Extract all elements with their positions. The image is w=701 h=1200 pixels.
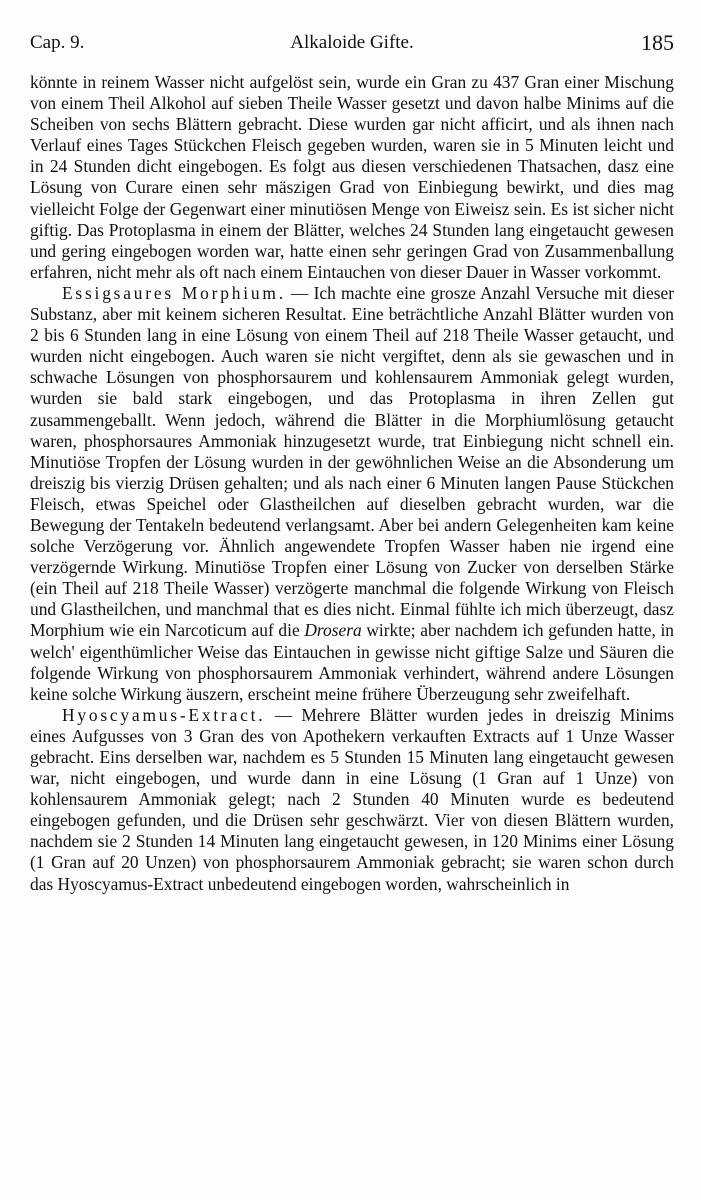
running-title: Alkaloide Gifte. [290,32,414,53]
chapter-label: Cap. 9. [30,32,85,53]
paragraph-text: könnte in reinem Wasser nicht aufgelöst sein, wurde ein Gran zu 437 Gran einer Mischung von einem Theil Alkohol auf sieben Theile Wasser gesetzt und davon halbe Minims auf die Scheiben von sechs Blättern gebracht. Diese wurden gar nicht afficirt, und als ihnen nach Verlauf eines Tages Stückchen Fleisch gegeben wurden, waren sie in 5 Minuten leicht und in 24 Stunden dicht eingebogen. Es folgt aus diesen verschiedenen Thatsachen, dasz eine Lösung von Curare einen sehr mäszigen Grad von Einbiegung bewirkt, und dies mag vielleicht Folge der Gegenwart einer minutiösen Menge von Eiweisz sein. Es ist sicher nicht giftig. Das Protoplasma in einem der Blätter, welches 24 Stunden lang eingetaucht gewesen und gering eingebogen worden war, hatte einen sehr geringen Grad von Zusammenballung erfahren, nicht mehr als oft nach einem Eintauchen von dieser Dauer in Wasser vorkommt. [30,72,674,282]
section-heading-hyoscyamus: Hyoscyamus-Extract. [62,704,266,725]
paragraph-curare-continued [30,72,674,283]
paragraph-morphium [30,283,674,705]
paragraph-text: — Ich machte eine grosze Anzahl Versuche mit dieser Substanz, aber mit keinem sicheren Resultat. Eine beträchtliche Anzahl Blätter wurden von 2 bis 6 Stunden lang in eine Lösung von einem Theil auf 218 Theile Wasser getaucht, und wurden nicht eingebogen. Auch waren sie nicht vergiftet, denn als sie gewaschen und in schwache Lösungen von phosphorsaurem und kohlensaurem Ammoniak gelegt wurden, wurden sie bald stark eingebogen, und das Protoplasma in ihren Zellen gut zusammengeballt. Wenn jedoch, während die Blätter in die Morphiumlösung getaucht waren, phosphorsaures Ammoniak hinzugesetzt wurde, trat Einbiegung nicht schnell ein. Minutiöse Tropfen der Lösung wurden in der gewöhnlichen Weise an die Absonderung um dreiszig bis vierzig Drüsen gehalten; und als nach einer 6 Minuten langen Pause Stückchen Fleisch, etwas Speichel oder Glastheilchen auf dieselben gebracht wurden, war die Bewegung der Tentakeln bedeutend verlangsamt. Aber bei andern Gelegenheiten kam keine solche Verzögerung vor. Ähnlich angewendete Tropfen Wasser haben nie irgend eine verzögernde Wirkung. Minutiöse Tropfen einer Lösung von Zucker von derselben Stärke (ein Theil auf 218 Theile Wasser) verzögerte manchmal die folgende Wirkung von Fleisch und Glastheilchen, und manchmal that es dies nicht. Einmal fühlte ich mich überzeugt, dasz Morphium wie ein Narcoticum auf die [30,282,674,641]
italic-term-drosera: Drosera [304,620,362,641]
running-header [30,32,674,60]
body-text [30,72,674,895]
page-number: 185 [641,30,674,55]
paragraph-text: — Mehrere Blätter wurden jedes in dreiszig Minims eines Aufgusses von 3 Gran des von Apothekern verkauften Extracts auf 1 Unze Wasser gebracht. Eins derselben war, nachdem es 5 Stunden 15 Minuten lang eingetaucht gewesen war, nicht eingebogen, und wurde dann in eine Lösung (1 Gran auf 1 Unze) von kohlensaurem Ammoniak gelegt; nach 2 Stunden 40 Minuten wurde es bedeutend eingebogen gefunden, und die Drüsen sehr geschwärzt. Vier von diesen Blättern wurden, nachdem sie 2 Stunden 14 Minuten lang eingetaucht gewesen, in 120 Minims einer Lösung (1 Gran auf 20 Unzen) von phosphorsaurem Ammoniak gebracht; sie waren schon durch das Hyoscyamus-Extract unbedeutend eingebogen worden, wahrscheinlich in [30,704,674,894]
paragraph-text-continued: wirkte; aber nachdem ich gefunden hatte, in welch' eigenthümlicher Weise das Eintauchen in gewisse nicht giftige Salze und Säuren die folgende Wirkung von phosphorsaurem Ammoniak verhindert, während andere Lösungen keine solche Wirkung äuszern, erscheint meine frühere Überzeugung sehr zweifelhaft. [30,620,675,704]
section-heading-morphium: Essigsaures Morphium. [62,282,286,303]
paragraph-hyoscyamus [30,705,674,895]
